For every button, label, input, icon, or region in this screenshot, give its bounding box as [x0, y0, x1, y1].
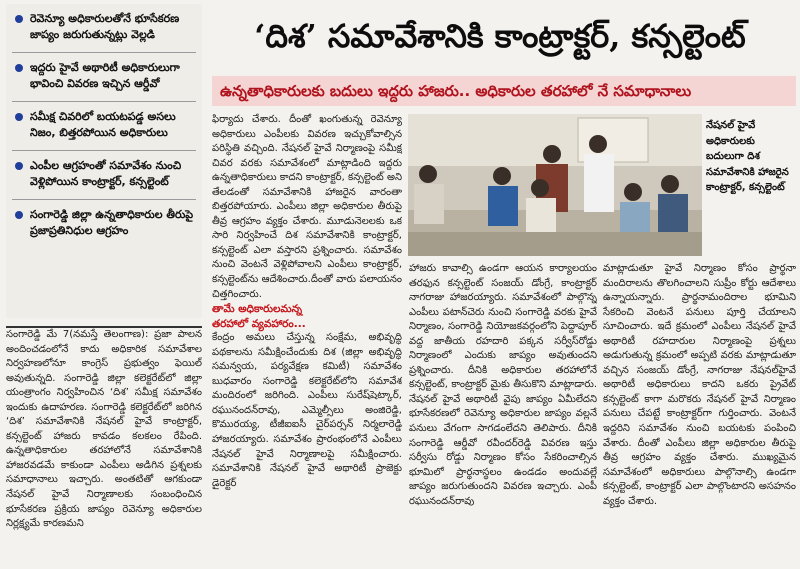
- article-column-2: [212, 113, 402, 563]
- news-photo: [408, 114, 702, 256]
- bullet-icon: [15, 162, 23, 170]
- highlight-divider: [12, 199, 196, 200]
- highlight-divider: [12, 101, 196, 102]
- article-column-4: [603, 262, 796, 562]
- meeting-photo-illustration: [408, 114, 702, 256]
- highlight-text: సంగారెడ్డి జిల్లా ఉన్నతాధికారుల తీరుపై ప్రజాప్రతినిధుల ఆగ్రహం: [30, 208, 194, 237]
- paragraph: మాట్లాడుతూ హైవే నిర్మాణం కోసం ప్రార్థనా మందిరాలను తొలగించాలని సుప్రీం కోర్టు ఆదేశాలు ఉన్నాయన్నారు. ప్రార్థనామందిరాల భూమిని సేకరించి వెంటనే పనులు పూర్తి చేయాలని సూచించారు. ఇదే క్రమంలో ఎంపీలు నేషనల్ హైవే అథారిటీ రహదారుల నిర్మాణంపై ప్రశ్నలు అడుగుతున్న క్రమంలో అప్పటి వరకు మాట్లాడుతూ వచ్చిన సంజయ్ డోంగ్రే, నాగరాజు నేషనల్‌హైవే అథారిటీ అధికారులు కాదని ఒకరు ప్రైవేట్ కన్సల్టెంట్ కాగా మరొకరు నేషనల్ హైవే నిర్మాణం పనులు చేపట్టే కాంట్రాక్టర్‌గా గుర్తించారు. వెంటనే ఇద్దరిని సమావేశం నుంచి బయటకు పంపించి వేశారు. దీంతో ఎంపీలు జిల్లా అధికారుల తీరుపై తీవ్ర ఆగ్రహం వ్యక్తం చేశారు. ముఖ్యమైన సమావేశంలో అధికారులు పాల్గొనాల్సి ఉండగా కన్సల్టెంట్, కాంట్రాక్టర్ ఎలా పాల్గొంటారని అసహనం వ్యక్తం చేశారు.: [603, 263, 796, 507]
- bullet-icon: [15, 211, 23, 219]
- article-column-1: [6, 328, 202, 564]
- paragraph: సంగారెడ్డి మే 7(నమస్తే తెలంగాణ): ప్రజా పాలన అందించడంలోనే కాదు అధికారిక సమావేశాల నిర్వహణలోనూ కాంగ్రెస్ ప్రభుత్వం ఫెయిల్ అవుతున్నది. సంగారెడ్డి జిల్లా కలెక్టరేట్‌లో జిల్లా యంత్రాంగం నిర్వహించిన ‘దిశ’ సమీక్ష సమావేశం ఇందుకు ఉదాహరణ. సంగారెడ్డి కలెక్టరేట్‌లో జరిగిన ‘దిశ’ సమావేశానికి నేషనల్ హైవే కాంట్రాక్టర్, కన్సల్టెంట్ హాజరు కావడం కలకలం రేపింది. ఉన్నతాధికారుల తరహాలోనే సమావేశానికి హాజరవడమే కాకుండా ఎంపీలు అడిగిన ప్రశ్నలకు సమాధానాలు ఇచ్చారు. అంతటితో ఆగకుండా నేషనల్ హైవే నిర్మాణాలకు సంబంధించిన భూసేకరణ ప్రక్రియ జాప్యం రెవెన్యూ అధికారుల నిర్లక్ష్యమే కారణమని: [6, 329, 202, 530]
- bullet-icon: [15, 64, 23, 72]
- highlight-text: ఎంపీల ఆగ్రహంతో సమావేశం నుంచి వెళ్లిపోయిన కాంట్రాక్టర్, కన్సల్టెంట్: [30, 159, 182, 188]
- highlight-text: ఇద్దరు హైవే అథారిటీ అధికారులుగా భావించి వివరణ ఇచ్చిన ఆర్డీవో: [30, 61, 180, 90]
- highlight-item: [10, 158, 198, 190]
- headline: ‘దిశ’ సమావేశానికి కాంట్రాక్టర్, కన్సల్టెంట్: [254, 17, 746, 55]
- highlight-item: [10, 11, 198, 43]
- paragraph: హాజరు కావాల్సి ఉండగా ఆయన కార్యాలయం తరఫున కన్సల్టెంట్ సంజయ్ డోంగ్రే, కాంట్రాక్టర్ నాగరాజు హాజరయ్యారు. సమావేశంలో పాల్గొన్న ఎంపీలు పటాన్‌చెరు నుంచి సంగారెడ్డి వరకు హైవే నిర్మాణం, సంగారెడ్డి నియోజకవర్గంలోని పెద్దాపూర్ వద్ద జాతీయ రహదారి పక్కన సర్వీస్‌రోడ్డు నిర్మాణంలో ఎందుకు జాప్యం అవుతుందని ప్రశ్నించారు. దీనికి అధికారుల తరహాలోనే కన్సల్టెంట్, కాంట్రాక్టర్ మైకు తీసుకొని మాట్లాడారు. నేషనల్ హైవే అథారిటీ వైపు జాప్యం ఏమీలేదని భూసేకరణలో రెవెన్యూ అధికారుల జాప్యం వల్లనే పనులు వేగంగా సాగడంలేదని తెలిపారు. దీనికి సంగారెడ్డి ఆర్డీవో రవీందర్‌రెడ్డి వివరణ ఇస్తు సర్వీసు రోడ్డు నిర్మాణం కోసం సేకరించాల్సిన భూమిలో ప్రార్థనాస్థలం ఉండడం అందువల్లే జాప్యం జరుగుతుందని వివరణ ఇచ్చారు. ఎంపీ రఘునందన్‌రావు: [409, 263, 597, 507]
- bullet-icon: [15, 15, 23, 23]
- highlight-item: [10, 109, 198, 141]
- highlight-item: [10, 60, 198, 92]
- subheading: తరహాలో వ్యవహారం...: [212, 317, 306, 330]
- highlight-text: సమీక్ష చివరిలో బయటపడ్డ అసలు నిజం, బిత్తరపోయిన అధికారులు: [30, 110, 176, 139]
- photo-caption: నేషనల్ హైవే అధికారులకు బదులుగా దిశ సమావేశానికి హాజరైన కాంట్రాక్టర్, కన్సల్టెంట్: [706, 120, 789, 193]
- kicker-banner: ఉన్నతాధికారులకు బదులు ఇద్దరు హాజరు.. అధికారుల తరహాలో నే సమాధానాలు: [212, 76, 796, 106]
- subheading: తామే అధికారులమన్న: [212, 303, 303, 316]
- article-column-3: [409, 262, 597, 562]
- highlight-divider: [12, 150, 196, 151]
- highlight-text: రెవెన్యూ అధికారులతోనే భూసేకరణ జాప్యం జరుగుతున్నట్లు వెల్లడి: [30, 12, 180, 41]
- bullet-icon: [15, 113, 23, 121]
- paragraph: ఫిర్యాదు చేశారు. దీంతో ఖంగుతున్న రెవెన్యూ అధికారులు ఎంపీలకు వివరణ ఇచ్చుకోవాల్సిన పరిస్థితి వచ్చింది. నేషనల్ హైవే నిర్మాణంపై సమీక్ష చివర వరకు సమావేశంలో మాట్లాడింది ఇద్దరు ఉన్నతాధికారులు కాదని కాంట్రాక్టర్, కన్సల్టెంట్ అని తేలడంతో సమావేశానికి హాజరైన వారంతా బిత్తరపోయారు. ఎంపీలు జిల్లా అధికారుల తీరుపై తీవ్ర ఆగ్రహం వ్యక్తం చేశారు. మూడునెలలకు ఒక సారి నిర్వహించే దిశ సమావేశానికి కాంట్రాక్టర్, కన్సల్టెంట్ ఎలా వస్తారని ప్రశ్నించారు. సమావేశం నుంచి వెంటనే వెళ్లిపోవాలని ఎంపీలు కాంట్రాక్టర్, కన్సల్టెంట్‌ను ఆదేశించారు.దీంతో వారు పలాయనం చిత్తగించారు.: [212, 114, 402, 300]
- highlight-item: [10, 207, 198, 239]
- paragraph: కేంద్రం అమలు చేస్తున్న సంక్షేమ, అభివృద్ధి పథకాలను సమీక్షించేందుకు దిశ (జిల్లా అభివృద్ధి సమన్వయ, పర్యవేక్షణ కమిటీ) సమావేశం బుధవారం సంగారెడ్డి కలెక్టరేట్‌లోని సమావేశ మందిరంలో జరిగింది. ఎంపీలు సురేష్‌షెట్కార్, రఘునందన్‌రావు, ఎమ్మెల్సీలు అంజిరెడ్డి, కొమురయ్య, టీజీఐఐసీ చైర్‌పర్సన్ నిర్మలారెడ్డి హాజరయ్యారు. సమావేశం ప్రారంభంలోనే ఎంపీలు నేషనల్ హైవే నిర్మాణాలపై సమీక్షించారు. సమావేశానికి నేషనల్ హైవే అథారిటీ ప్రాజెక్టు డైరెక్టర్: [212, 332, 402, 489]
- highlight-divider: [12, 52, 196, 53]
- highlights-box: [6, 4, 202, 318]
